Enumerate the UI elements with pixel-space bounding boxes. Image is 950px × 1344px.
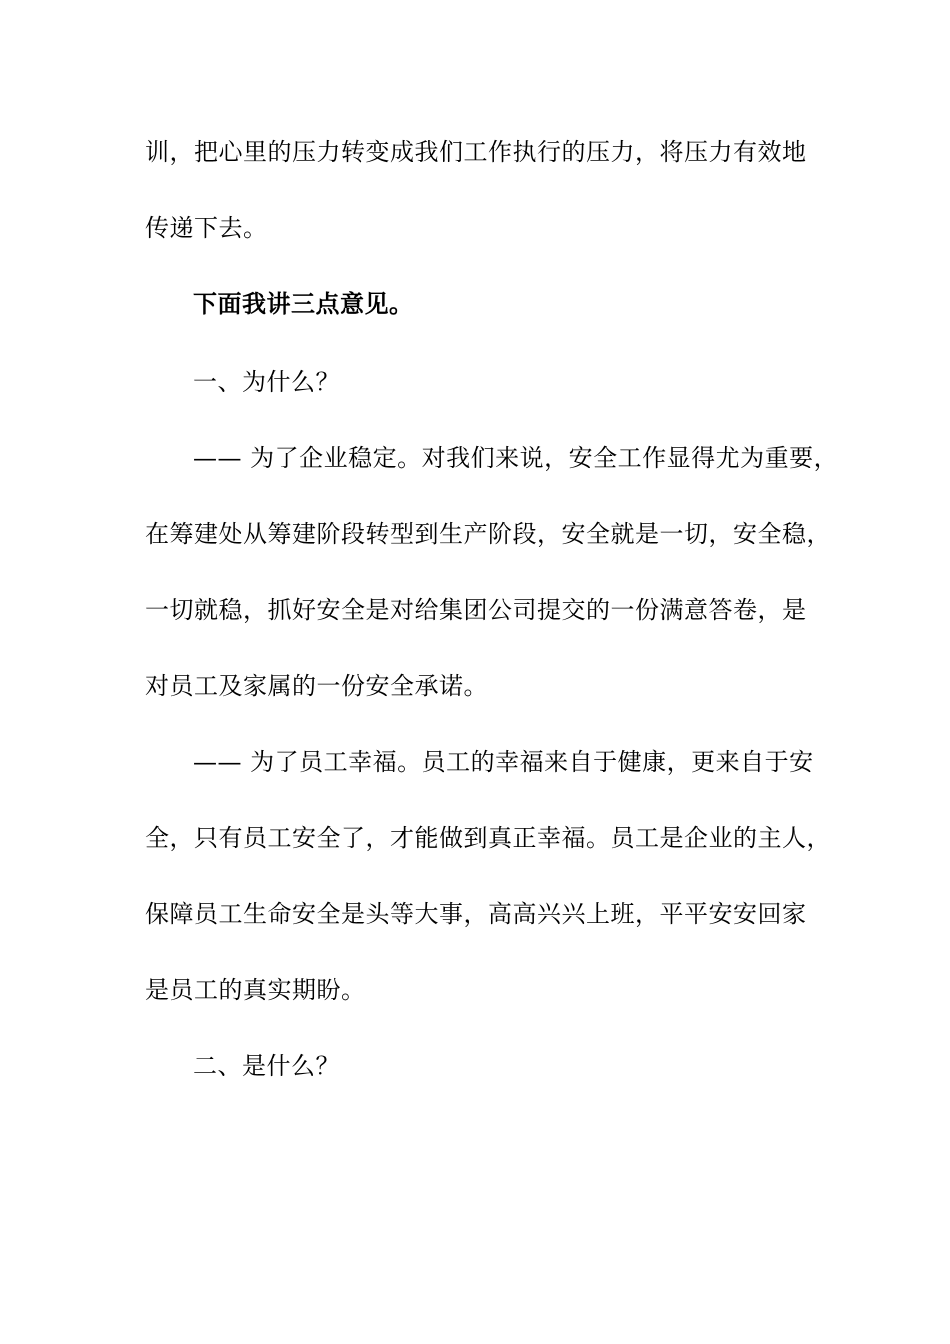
point-enterprise-stability-line-1: —— 为了企业稳定。对我们来说，安全工作显得尤为重要， xyxy=(193,444,839,472)
paragraph-continuation-line-1: 训，把心里的压力转变成我们工作执行的压力，将压力有效地 xyxy=(145,138,807,166)
point-employee-happiness-line-3: 保障员工生命安全是头等大事，高高兴兴上班，平平安安回家 xyxy=(145,900,807,928)
section-heading-why: 一、为什么？ xyxy=(193,368,340,396)
section-intro-heading: 下面我讲三点意见。 xyxy=(193,289,414,318)
point-enterprise-stability-line-3: 一切就稳，抓好安全是对给集团公司提交的一份满意答卷，是 xyxy=(145,596,807,624)
section-heading-what: 二、是什么？ xyxy=(193,1052,340,1080)
point-enterprise-stability-line-2: 在筹建处从筹建阶段转型到生产阶段，安全就是一切，安全稳， xyxy=(145,520,831,548)
point-employee-happiness-line-2: 全，只有员工安全了，才能做到真正幸福。员工是企业的主人， xyxy=(145,824,831,852)
point-employee-happiness-line-4: 是员工的真实期盼。 xyxy=(145,976,366,1004)
paragraph-continuation-line-2: 传递下去。 xyxy=(145,214,268,242)
point-enterprise-stability-line-4: 对员工及家属的一份安全承诺。 xyxy=(145,672,488,700)
point-employee-happiness-line-1: —— 为了员工幸福。员工的幸福来自于健康，更来自于安 xyxy=(193,748,814,776)
